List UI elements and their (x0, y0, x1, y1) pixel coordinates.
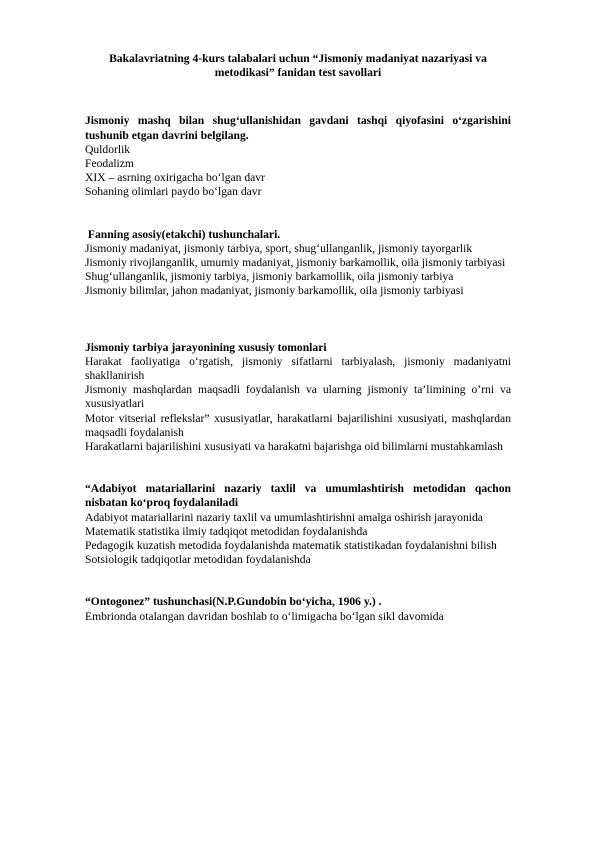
question-5 (85, 595, 511, 623)
question-text: “Ontogonez” tushunchasi(N.P.Gundobin bo‘yicha, 1906 y.) . (85, 595, 382, 609)
question-3 (85, 341, 511, 455)
question-text: “Adabiyot matariallarini nazariy taxlil va umumlashtirish metodidan qachon nisbatan ko‘proq foydalaniladi (85, 482, 511, 510)
answer-option: Sohaning olimlari paydo bo‘lgan davr (85, 185, 262, 199)
answer-option: XIX – asrning oxirigacha bo‘lgan davr (85, 171, 265, 185)
answer-option: Harakat faoliyatiga o‘rgatish, jismoniy sifatlarni tarbiyalash, jismoniy madaniyatni shakllanirish (85, 354, 511, 383)
question-4 (85, 482, 511, 567)
answer-option: Jismoniy mashqlardan maqsadli foydalanish va ularning jismoniy ta’limining o’rni va xususiyatlari (85, 383, 511, 411)
document-title: Bakalavriatning 4-kurs talabalari uchun “Jismoniy madaniyat nazariyasi va metodikasi” fanidan test savollari (109, 52, 487, 80)
answer-option: Embrionda otalangan davridan boshlab to o‘limigacha bo‘lgan sikl davomida (85, 609, 444, 623)
answer-option: Pedagogik kuzatish metodida foydalanishda matematik statistikadan foydalanishni bilish (85, 539, 497, 553)
answer-option: Jismoniy madaniyat, jismoniy tarbiya, sport, shug‘ullanganlik, jismoniy tayorgarlik (85, 241, 473, 255)
document-page (85, 52, 511, 624)
question-text: Jismoniy tarbiya jarayonining xususiy tomonlari (85, 340, 327, 354)
answer-option: Sotsiologik tadqiqotlar metodidan foydalanishda (85, 553, 311, 567)
answer-option: Jismoniy bilimlar, jahon madaniyat, jismoniy barkamollik, oila jismoniy tarbiyasi (85, 284, 464, 298)
question-1 (85, 114, 511, 199)
answer-option: Adabiyot matariallarini nazariy taxlil va umumlashtirishni amalga oshirish jarayonida (85, 510, 483, 524)
answer-option: Shug‘ullanganlik, jismoniy tarbiya, jismoniy barkamollik, oila jismoniy tarbiya (85, 270, 454, 284)
question-text: Jismoniy mashq bilan shug‘ullanishidan gavdani tashqi qiyofasini o‘zgarishini tushunib etgan davrini belgilang. (85, 114, 511, 142)
question-text: Fanning asosiy(etakchi) tushunchalari. (85, 227, 281, 241)
answer-option: Matematik statistika ilmiy tadqiqot metodidan foydalanishda (85, 524, 368, 538)
answer-option: Harakatlarni bajarilishini xususiyati va harakatni bajarishga oid bilimlarni mustahkamlash (85, 440, 503, 454)
answer-option: Feodalizm (85, 157, 134, 171)
answer-option: Motor vitserial reflekslar” xususiyatlar, harakatlarni bajarilishini xususiyati, mashqlardan maqsadli foydalanish (85, 411, 511, 439)
answer-option: Quldorlik (85, 142, 131, 156)
question-2 (85, 228, 511, 299)
answer-option: Jismoniy rivojlanganlik, umumiy madaniyat, jismoniy barkamollik, oila jismoniy tarbiyasi (85, 256, 506, 270)
